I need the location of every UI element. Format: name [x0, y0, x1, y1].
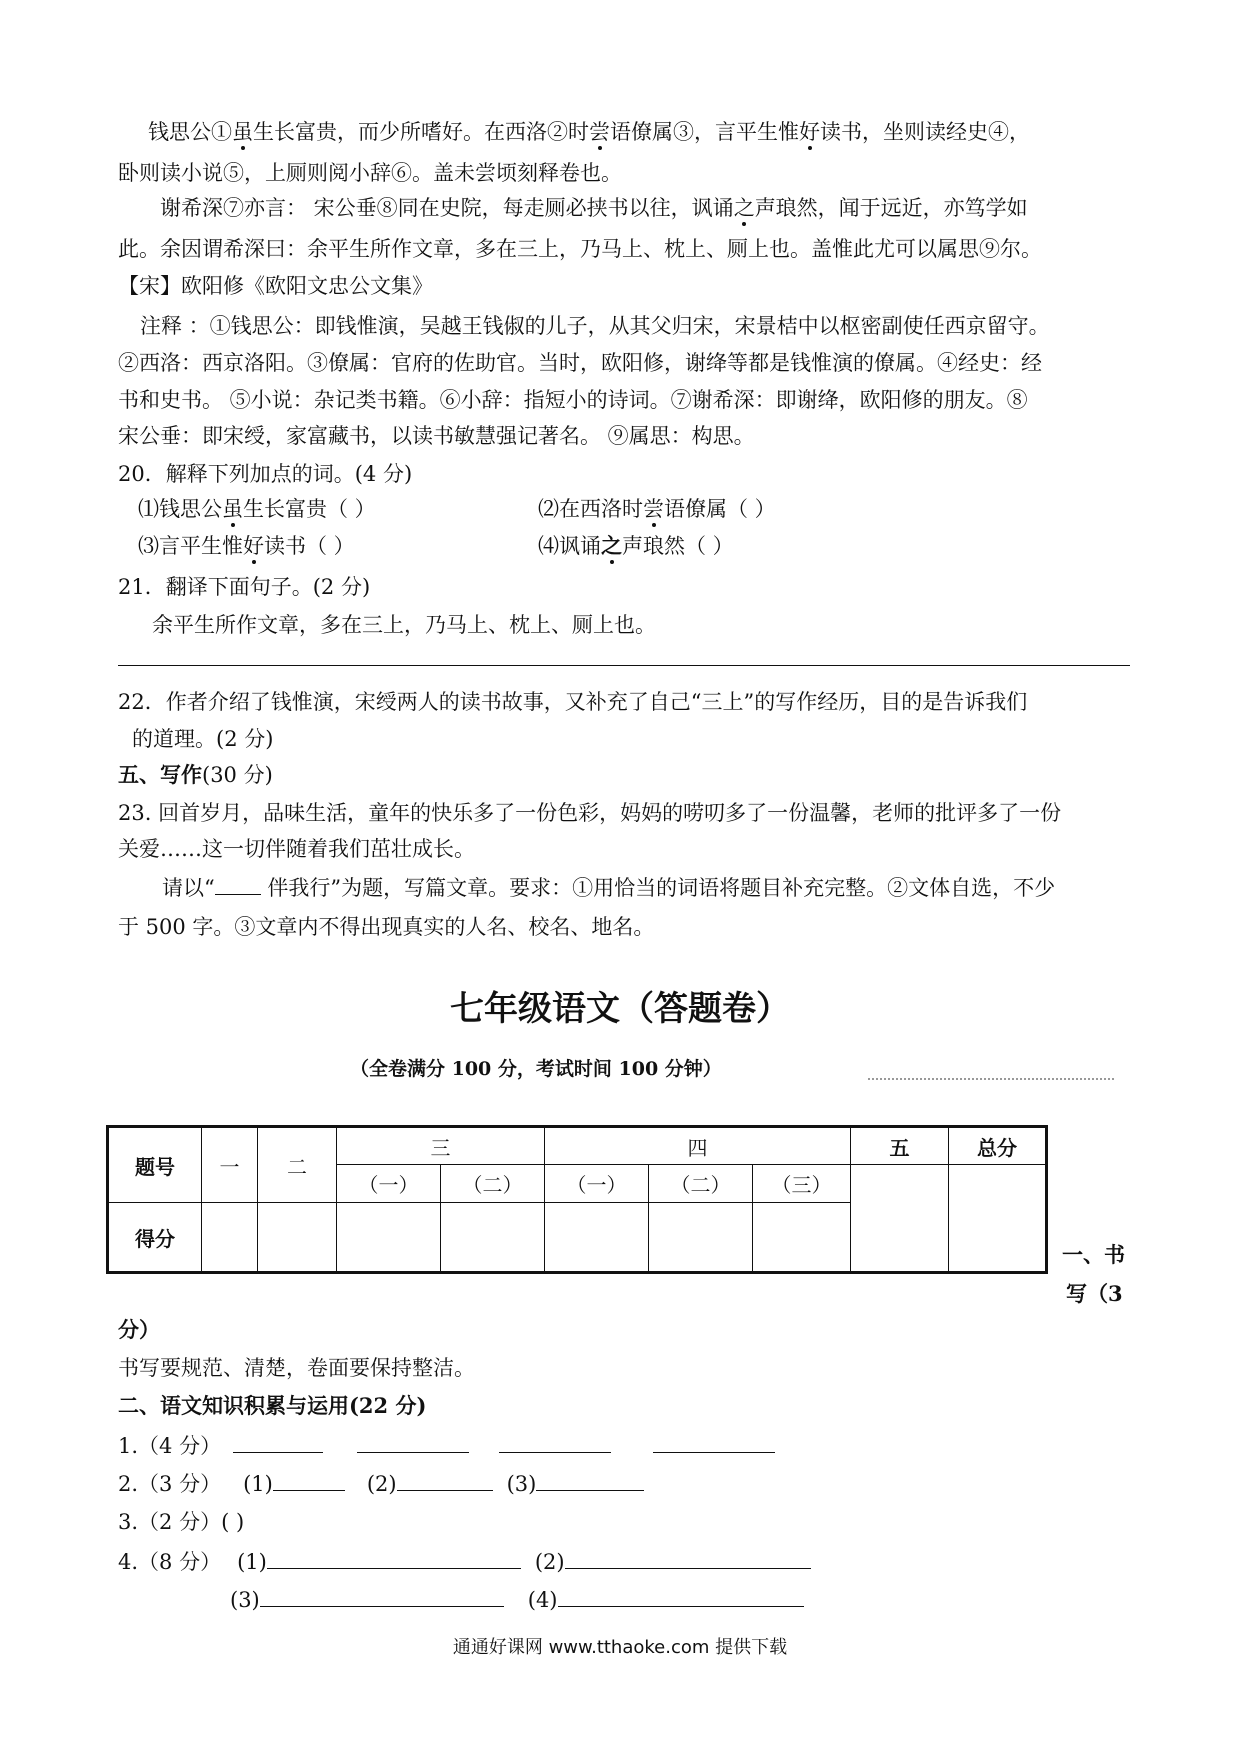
q-text: 声琅然（ ） [622, 534, 734, 558]
dotted-char: 之 [733, 196, 755, 220]
col-2: 二 [258, 1127, 337, 1203]
answer-blank[interactable] [536, 1468, 644, 1491]
question-20-1 [138, 494, 376, 524]
passage-text: 生长富贵，而少所嗜好。在西洛②时 [253, 120, 589, 144]
col-total: 总分 [949, 1127, 1047, 1165]
score-cell-2[interactable] [258, 1203, 337, 1273]
score-cell-4-2[interactable] [649, 1203, 753, 1273]
dotted-char: 尝 [589, 120, 610, 144]
passage-line-4: 此。余因谓希深曰：余平生所作文章，多在三上，乃马上、枕上、厕上也。盖惟此尤可以属思⑨尔。 [118, 237, 1042, 261]
answer-blank[interactable] [499, 1430, 611, 1453]
note-line-3: 书和史书。 ⑤小说：杂记类书籍。⑥小辞：指短小的诗词。⑦谢希深：即谢绛，欧阳修的朋友。⑧ [118, 388, 1028, 412]
note-line-1: 注释 ：①钱思公：即钱惟演，吴越王钱俶的儿子，从其父归宋，宋景桔中以枢密副使任西京留守。 [140, 314, 1050, 338]
question-23-line-2: 关爱……这一切伴随着我们茁壮成长。 [118, 837, 475, 861]
answer-sheet-subtitle: （全卷满分 100 分，考试时间 100 分钟） [350, 1058, 722, 1080]
answer-sub-label: (2) [366, 1472, 397, 1496]
question-20: 20．解释下列加点的词。(4 分) [118, 462, 413, 486]
dotted-char: 好 [243, 534, 264, 558]
q-text: 读书（ ） [264, 534, 355, 558]
q-text: ⑶言平生惟 [138, 534, 243, 558]
question-21-text: 余平生所作文章，多在三上，乃马上、枕上、厕上也。 [152, 613, 656, 637]
col-3: 三 [337, 1127, 545, 1165]
answer-1 [118, 1430, 775, 1461]
answer-blank[interactable] [357, 1430, 469, 1453]
section-2-heading: 二、语文知识积累与运用(22 分) [118, 1393, 427, 1418]
q-text: ⑷讽诵 [538, 534, 601, 558]
dotted-char: 之 [601, 533, 622, 558]
answer-3: 3.（2 分）( ) [118, 1510, 245, 1534]
answer-blank[interactable] [397, 1468, 493, 1491]
answer-2 [118, 1468, 644, 1499]
passage-text: 语僚属③，言平生惟 [610, 120, 799, 144]
passage-text: 读书，坐则读经史④， [820, 120, 1030, 144]
dotted-char: 好 [799, 120, 820, 144]
q-text: 生长富贵（ ） [243, 497, 376, 521]
answer-blank[interactable] [273, 1468, 345, 1491]
question-20-4 [538, 531, 734, 561]
col-5: 五 [851, 1127, 949, 1165]
q-text: 语僚属（ ） [664, 497, 776, 521]
answer-label: 1.（4 分） [118, 1434, 222, 1458]
answer-blank[interactable] [233, 1430, 323, 1453]
score-cell-3-1[interactable] [337, 1203, 441, 1273]
answer-label: 4.（8 分） [118, 1550, 222, 1574]
answer-sub-label: (1) [237, 1550, 267, 1574]
note-line-4: 宋公垂：即宋绶，家富藏书，以读书敏慧强记著名。 ⑨属思：构思。 [118, 424, 755, 448]
passage-text: 谢希深⑦亦言： 宋公垂⑧同在史院，每走厕必挟书以往，讽诵 [160, 196, 734, 220]
col-4-sub-1: （一） [545, 1165, 649, 1203]
passage-line-1 [148, 117, 1030, 147]
answer-sub-label: (3) [230, 1588, 260, 1612]
question-23-line-3 [162, 872, 1055, 903]
note-line-2: ②西洛：西京洛阳。③僚属：官府的佐助官。当时，欧阳修，谢绛等都是钱惟演的僚属。④经史：经 [118, 351, 1042, 375]
answer-blank[interactable] [565, 1546, 811, 1569]
answer-blank[interactable] [260, 1584, 504, 1607]
section-1-heading-b: 写（3 [1066, 1281, 1123, 1306]
score-cell-4-1[interactable] [545, 1203, 649, 1273]
score-cell-4-3[interactable] [753, 1203, 851, 1273]
title-blank [215, 872, 261, 895]
answer-sheet-title: 七年级语文（答题卷） [450, 989, 790, 1029]
section-5-heading [118, 760, 273, 790]
section-title: 五、写作 [118, 762, 202, 787]
question-20-2 [538, 494, 776, 524]
score-cell-3-2[interactable] [441, 1203, 545, 1273]
answer-label: 2.（3 分） [118, 1472, 222, 1496]
answer-sub-label: (1) [243, 1472, 273, 1496]
col-3-sub-1: （一） [337, 1165, 441, 1203]
answer-blank[interactable] [558, 1584, 804, 1607]
row-label-number: 题号 [108, 1127, 202, 1203]
dotted-char: 尝 [643, 497, 664, 521]
section-1-heading-c: 分） [118, 1317, 160, 1342]
answer-sub-label: (2) [534, 1550, 565, 1574]
col-3-sub-2: （二） [441, 1165, 545, 1203]
passage-text: 声琅然，闻于远近，亦笃学如 [754, 196, 1028, 220]
answer-sub-label: (3) [506, 1472, 537, 1496]
question-21: 21．翻译下面句子。(2 分) [118, 575, 371, 599]
section-1-text: 书写要规范、清楚，卷面要保持整洁。 [118, 1356, 475, 1380]
answer-line [118, 665, 1130, 666]
section-1-heading-a: 一、书 [1062, 1242, 1125, 1267]
answer-sub-label: (4) [527, 1588, 558, 1612]
q-text: 伴我行”为题，写篇文章。要求：①用恰当的词语将题目补充完整。②文体自选，不少 [260, 876, 1056, 900]
question-20-3 [138, 531, 355, 561]
question-23-line-1: 23. 回首岁月，品味生活，童年的快乐多了一份色彩，妈妈的唠叨多了一份温馨，老师的批评多了一份 [118, 801, 1062, 825]
score-table [106, 1125, 1048, 1274]
q-text: ⑴钱思公 [138, 497, 222, 521]
passage-line-2: 卧则读小说⑤，上厕则阅小辞⑥。盖未尝顷刻释卷也。 [118, 161, 622, 185]
col-4-sub-3: （三） [753, 1165, 851, 1203]
question-22-line-1: 22．作者介绍了钱惟演，宋绶两人的读书故事，又补充了自己“三上”的写作经历，目的是告诉我们 [118, 690, 1028, 714]
score-cell-5[interactable] [851, 1165, 949, 1273]
q-text: 请以“ [162, 876, 215, 900]
page-footer: 通通好课网 www.tthaoke.com 提供下载 [452, 1637, 788, 1658]
answer-4 [118, 1546, 811, 1577]
dotted-char: 虽 [232, 120, 253, 144]
answer-blank[interactable] [267, 1546, 521, 1569]
dotted-char: 虽 [222, 497, 243, 521]
passage-line-3 [160, 193, 1028, 223]
passage-source: 【宋】欧阳修《欧阳文忠公文集》 [118, 274, 433, 298]
answer-4-cont [230, 1584, 804, 1615]
score-cell-total[interactable] [949, 1165, 1047, 1273]
col-4: 四 [545, 1127, 851, 1165]
question-22-line-2: 的道理。(2 分) [132, 727, 274, 751]
passage-text: 钱思公① [148, 120, 232, 144]
col-4-sub-2: （二） [649, 1165, 753, 1203]
q-text: ⑵在西洛时 [538, 497, 643, 521]
answer-blank[interactable] [653, 1430, 775, 1453]
question-23-line-4: 于 500 字。③文章内不得出现真实的人名、校名、地名。 [118, 915, 655, 939]
row-label-score: 得分 [108, 1203, 202, 1273]
col-1: 一 [202, 1127, 258, 1203]
section-score: (30 分) [202, 763, 273, 787]
dotted-line [868, 1078, 1114, 1080]
score-cell-1[interactable] [202, 1203, 258, 1273]
